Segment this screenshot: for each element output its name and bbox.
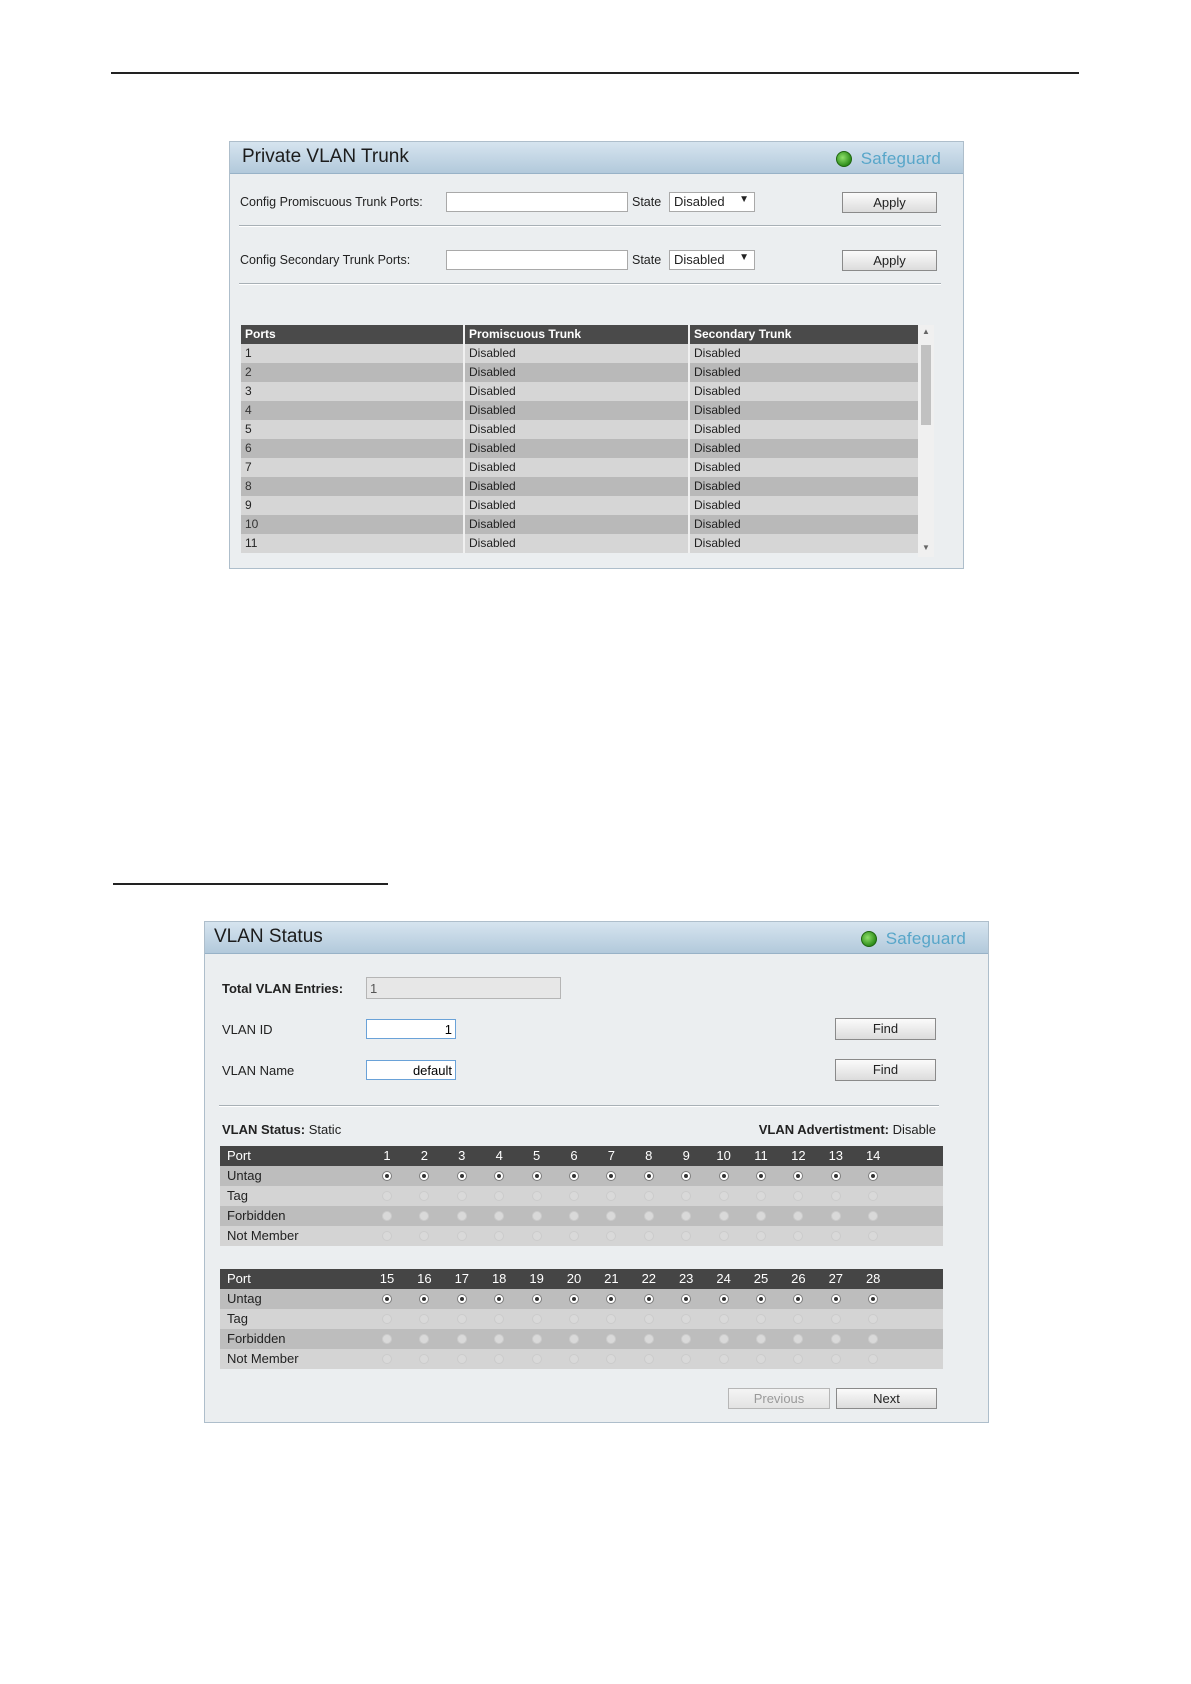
promiscuous-trunk-cell: Disabled [465,401,690,420]
port-cell: 5 [241,420,465,439]
untag-radio[interactable] [756,1171,766,1181]
untag-radio[interactable] [419,1294,429,1304]
safeguard-led-icon [836,151,852,167]
panel-title: Private VLAN Trunk [242,146,409,167]
not-member-radio[interactable] [569,1354,579,1364]
untag-radio[interactable] [681,1294,691,1304]
table-scrollbar[interactable] [918,325,934,557]
secondary-trunk-cell: Disabled [694,346,741,360]
forbidden-radio[interactable] [719,1334,729,1344]
panel-header [205,922,988,954]
table-row [241,420,924,439]
previous-button[interactable]: Previous [728,1388,830,1409]
not-member-radio[interactable] [831,1231,841,1241]
secondary-trunk-cell: Disabled [694,460,741,474]
vlan-id-label: VLAN ID [222,1022,273,1037]
promiscuous-trunk-cell: Disabled [465,363,690,382]
tag-row-label: Tag [227,1188,248,1203]
untag-radio[interactable] [419,1171,429,1181]
not-member-radio[interactable] [681,1354,691,1364]
promiscuous-trunk-ports-input[interactable] [446,192,628,212]
port-cell: 1 [241,344,465,363]
secondary-apply-button[interactable]: Apply [842,250,937,271]
port-cell: 6 [241,439,465,458]
tag-radio[interactable] [681,1191,691,1201]
tag-radio[interactable] [532,1191,542,1201]
tag-radio[interactable] [719,1191,729,1201]
port-number: 17 [454,1271,470,1286]
not-member-radio[interactable] [868,1354,878,1364]
safeguard-indicator [836,149,941,169]
tag-radio[interactable] [831,1314,841,1324]
tag-radio[interactable] [681,1314,691,1324]
page-top-rule [111,72,1079,74]
forbidden-radio[interactable] [644,1211,654,1221]
secondary-trunk-cell: Disabled [694,403,741,417]
untag-radio[interactable] [569,1294,579,1304]
promiscuous-trunk-cell: Disabled [465,382,690,401]
not-member-radio[interactable] [494,1231,504,1241]
port-membership-grid-1 [220,1146,943,1246]
not-member-radio[interactable] [681,1231,691,1241]
vlan-id-input[interactable] [366,1019,456,1039]
table-row [241,458,924,477]
table-row [241,344,924,363]
tag-radio[interactable] [457,1191,467,1201]
column-header-secondary-trunk: Secondary Trunk [694,327,792,341]
tag-radio[interactable] [382,1191,392,1201]
secondary-trunk-ports-label: Config Secondary Trunk Ports: [240,253,411,267]
secondary-trunk-cell: Disabled [694,365,741,379]
tag-radio[interactable] [569,1314,579,1324]
tag-radio[interactable] [868,1314,878,1324]
port-number: 8 [645,1148,653,1163]
secondary-trunk-cell: Disabled [694,422,741,436]
not-member-radio[interactable] [532,1354,542,1364]
untag-radio[interactable] [868,1171,878,1181]
not-member-radio[interactable] [419,1231,429,1241]
not-member-radio[interactable] [606,1354,616,1364]
not-member-radio[interactable] [756,1354,766,1364]
port-header-row [220,1146,943,1166]
tag-radio[interactable] [532,1314,542,1324]
not-member-row-label: Not Member [227,1228,299,1243]
safeguard-indicator [861,929,966,949]
not-member-radio[interactable] [532,1231,542,1241]
port-number: 4 [495,1148,503,1163]
tag-radio[interactable] [756,1191,766,1201]
dropdown-arrow-icon: ▼ [739,252,749,263]
port-number: 13 [828,1148,844,1163]
port-number: 27 [828,1271,844,1286]
scroll-down-arrow-icon[interactable]: ▼ [922,543,930,552]
port-number: 6 [570,1148,578,1163]
promiscuous-state-label: State [632,195,662,209]
secondary-trunk-ports-input[interactable] [446,250,628,270]
forbidden-radio[interactable] [831,1211,841,1221]
tag-row [220,1309,943,1329]
forbidden-radio[interactable] [793,1211,803,1221]
forbidden-radio[interactable] [756,1211,766,1221]
promiscuous-trunk-cell: Disabled [465,515,690,534]
forbidden-radio[interactable] [606,1334,616,1344]
untag-radio[interactable] [382,1294,392,1304]
port-header-label: Port [227,1271,251,1286]
not-member-row [220,1226,943,1246]
tag-radio[interactable] [644,1314,654,1324]
port-number: 12 [791,1148,806,1163]
untag-radio[interactable] [831,1171,841,1181]
untag-radio[interactable] [494,1171,504,1181]
tag-radio[interactable] [644,1191,654,1201]
secondary-state-label: State [632,253,662,267]
forbidden-radio[interactable] [419,1334,429,1344]
find-by-name-button[interactable]: Find [835,1059,936,1081]
forbidden-radio[interactable] [756,1334,766,1344]
port-cell: 10 [241,515,465,534]
not-member-row-label: Not Member [227,1351,299,1366]
port-number: 1 [383,1148,391,1163]
not-member-radio[interactable] [868,1231,878,1241]
port-number: 28 [865,1271,881,1286]
untag-radio[interactable] [719,1294,729,1304]
not-member-radio[interactable] [419,1354,429,1364]
untag-row-label: Untag [227,1291,262,1306]
not-member-radio[interactable] [756,1231,766,1241]
dropdown-arrow-icon: ▼ [739,194,749,205]
forbidden-row-label: Forbidden [227,1331,286,1346]
port-number: 24 [716,1271,731,1286]
forbidden-radio[interactable] [457,1211,467,1221]
port-number: 18 [491,1271,507,1286]
vlan-status-text [222,1122,341,1137]
secondary-trunk-cell: Disabled [694,479,741,493]
forbidden-radio[interactable] [382,1334,392,1344]
forbidden-radio[interactable] [569,1334,579,1344]
untag-radio[interactable] [719,1171,729,1181]
port-cell: 7 [241,458,465,477]
untag-radio[interactable] [457,1294,467,1304]
secondary-trunk-cell: Disabled [694,536,741,550]
secondary-trunk-cell: Disabled [694,517,741,531]
not-member-radio[interactable] [494,1354,504,1364]
port-number: 19 [529,1271,544,1286]
forbidden-radio[interactable] [494,1211,504,1221]
vlan-advertisement-value: Disable [892,1122,936,1137]
table-row [241,496,924,515]
total-vlan-entries-label: Total VLAN Entries: [222,981,344,996]
tag-radio[interactable] [793,1314,803,1324]
not-member-radio[interactable] [457,1231,467,1241]
total-vlan-entries-field [366,977,561,999]
not-member-radio[interactable] [382,1354,392,1364]
vlan-name-label: VLAN Name [222,1063,295,1078]
table-header-row [241,325,924,344]
scrollbar-thumb[interactable] [921,345,931,425]
table-row [241,515,924,534]
tag-radio[interactable] [756,1314,766,1324]
vlan-advertisement-label: VLAN Advertistment: [758,1122,890,1137]
port-cell: 8 [241,477,465,496]
vlan-status-label: VLAN Status: [222,1122,306,1137]
tag-radio[interactable] [719,1314,729,1324]
tag-row-label: Tag [227,1311,248,1326]
port-number: 9 [682,1148,690,1163]
vlan-status-panel [204,921,989,1423]
port-number: 26 [791,1271,806,1286]
secondary-trunk-cell: Disabled [694,384,741,398]
tag-radio[interactable] [457,1314,467,1324]
tag-radio[interactable] [606,1314,616,1324]
untag-radio[interactable] [644,1171,654,1181]
port-header-row [220,1269,943,1289]
forbidden-radio[interactable] [831,1334,841,1344]
port-number: 14 [865,1148,881,1163]
safeguard-led-icon [861,931,877,947]
port-number: 11 [754,1148,768,1163]
table-body [241,344,924,553]
untag-radio[interactable] [606,1294,616,1304]
promiscuous-trunk-cell: Disabled [465,534,690,553]
port-number: 22 [641,1271,657,1286]
port-cell: 9 [241,496,465,515]
untag-radio[interactable] [793,1171,803,1181]
port-header-label: Port [227,1148,251,1163]
port-number: 15 [379,1271,395,1286]
find-by-id-button[interactable]: Find [835,1018,936,1040]
table-row [241,439,924,458]
not-member-radio[interactable] [457,1354,467,1364]
forbidden-radio[interactable] [681,1334,691,1344]
table-row [241,534,924,553]
port-cell: 2 [241,363,465,382]
not-member-radio[interactable] [644,1231,654,1241]
port-cell: 4 [241,401,465,420]
untag-radio[interactable] [569,1171,579,1181]
tag-radio[interactable] [831,1191,841,1201]
not-member-radio[interactable] [606,1231,616,1241]
untag-radio[interactable] [681,1171,691,1181]
panel-header [230,142,963,174]
not-member-radio[interactable] [644,1354,654,1364]
forbidden-row [220,1329,943,1349]
untag-row-label: Untag [227,1168,262,1183]
promiscuous-state-select[interactable] [669,192,755,212]
forbidden-radio[interactable] [382,1211,392,1221]
table-row [241,477,924,496]
promiscuous-trunk-cell: Disabled [465,439,690,458]
not-member-radio[interactable] [719,1231,729,1241]
promiscuous-trunk-ports-label: Config Promiscuous Trunk Ports: [240,195,423,209]
secondary-state-value: Disabled [674,252,725,267]
tag-radio[interactable] [494,1314,504,1324]
port-number: 5 [532,1148,541,1163]
promiscuous-trunk-cell: Disabled [465,344,690,363]
forbidden-radio[interactable] [457,1334,467,1344]
secondary-trunk-cell: Disabled [694,498,741,512]
promiscuous-trunk-cell: Disabled [465,458,690,477]
divider [239,283,941,285]
untag-radio[interactable] [494,1294,504,1304]
column-header-ports: Ports [241,325,465,344]
not-member-row [220,1349,943,1369]
panel-title: VLAN Status [214,926,323,947]
port-membership-grid-2 [220,1269,943,1369]
port-number: 20 [566,1271,582,1286]
tag-radio[interactable] [868,1191,878,1201]
not-member-radio[interactable] [793,1231,803,1241]
tag-radio[interactable] [419,1191,429,1201]
port-number: 7 [607,1148,615,1163]
untag-radio[interactable] [793,1294,803,1304]
safeguard-label: Safeguard [885,929,966,948]
forbidden-radio[interactable] [532,1211,542,1221]
port-number: 21 [604,1271,619,1286]
tag-radio[interactable] [419,1314,429,1324]
not-member-radio[interactable] [793,1354,803,1364]
port-cell: 3 [241,382,465,401]
forbidden-radio[interactable] [868,1334,878,1344]
forbidden-radio[interactable] [644,1334,654,1344]
promiscuous-state-value: Disabled [674,194,725,209]
tag-radio[interactable] [494,1191,504,1201]
untag-row [220,1166,943,1186]
port-number: 16 [417,1271,432,1286]
secondary-trunk-cell: Disabled [694,441,741,455]
next-button[interactable]: Next [836,1388,937,1409]
column-header-promiscuous-trunk: Promiscuous Trunk [465,325,690,344]
divider [239,225,941,227]
port-number: 10 [716,1148,731,1163]
untag-radio[interactable] [606,1171,616,1181]
promiscuous-trunk-cell: Disabled [465,496,690,515]
forbidden-radio[interactable] [494,1334,504,1344]
scroll-up-arrow-icon[interactable]: ▲ [922,327,930,336]
safeguard-label: Safeguard [860,149,941,168]
port-number: 25 [753,1271,769,1286]
trunk-ports-table [241,325,924,553]
tag-radio[interactable] [606,1191,616,1201]
forbidden-radio[interactable] [419,1211,429,1221]
untag-radio[interactable] [868,1294,878,1304]
secondary-state-select[interactable] [669,250,755,270]
port-number: 23 [678,1271,694,1286]
divider [219,1105,939,1107]
forbidden-radio[interactable] [681,1211,691,1221]
forbidden-row-label: Forbidden [227,1208,286,1223]
forbidden-row [220,1206,943,1226]
port-number: 3 [458,1148,466,1163]
section-heading-rule [113,883,388,885]
promiscuous-apply-button[interactable]: Apply [842,192,937,213]
promiscuous-trunk-cell: Disabled [465,420,690,439]
table-row [241,363,924,382]
not-member-radio[interactable] [831,1354,841,1364]
table-row [241,382,924,401]
forbidden-radio[interactable] [868,1211,878,1221]
vlan-status-value: Static [308,1122,342,1137]
untag-radio[interactable] [532,1171,542,1181]
untag-radio[interactable] [644,1294,654,1304]
not-member-radio[interactable] [569,1231,579,1241]
untag-radio[interactable] [382,1171,392,1181]
table-row [241,401,924,420]
vlan-advertisement-text [759,1122,936,1137]
untag-radio[interactable] [457,1171,467,1181]
not-member-radio[interactable] [382,1231,392,1241]
vlan-name-input[interactable] [366,1060,456,1080]
untag-radio[interactable] [831,1294,841,1304]
forbidden-radio[interactable] [606,1211,616,1221]
port-number: 2 [420,1148,428,1163]
forbidden-radio[interactable] [719,1211,729,1221]
forbidden-radio[interactable] [793,1334,803,1344]
private-vlan-trunk-panel [229,141,964,569]
forbidden-radio[interactable] [532,1334,542,1344]
tag-radio[interactable] [793,1191,803,1201]
tag-radio[interactable] [569,1191,579,1201]
tag-radio[interactable] [382,1314,392,1324]
not-member-radio[interactable] [719,1354,729,1364]
untag-radio[interactable] [532,1294,542,1304]
tag-row [220,1186,943,1206]
forbidden-radio[interactable] [569,1211,579,1221]
promiscuous-trunk-cell: Disabled [465,477,690,496]
untag-row [220,1289,943,1309]
port-cell: 11 [241,534,465,553]
untag-radio[interactable] [756,1294,766,1304]
